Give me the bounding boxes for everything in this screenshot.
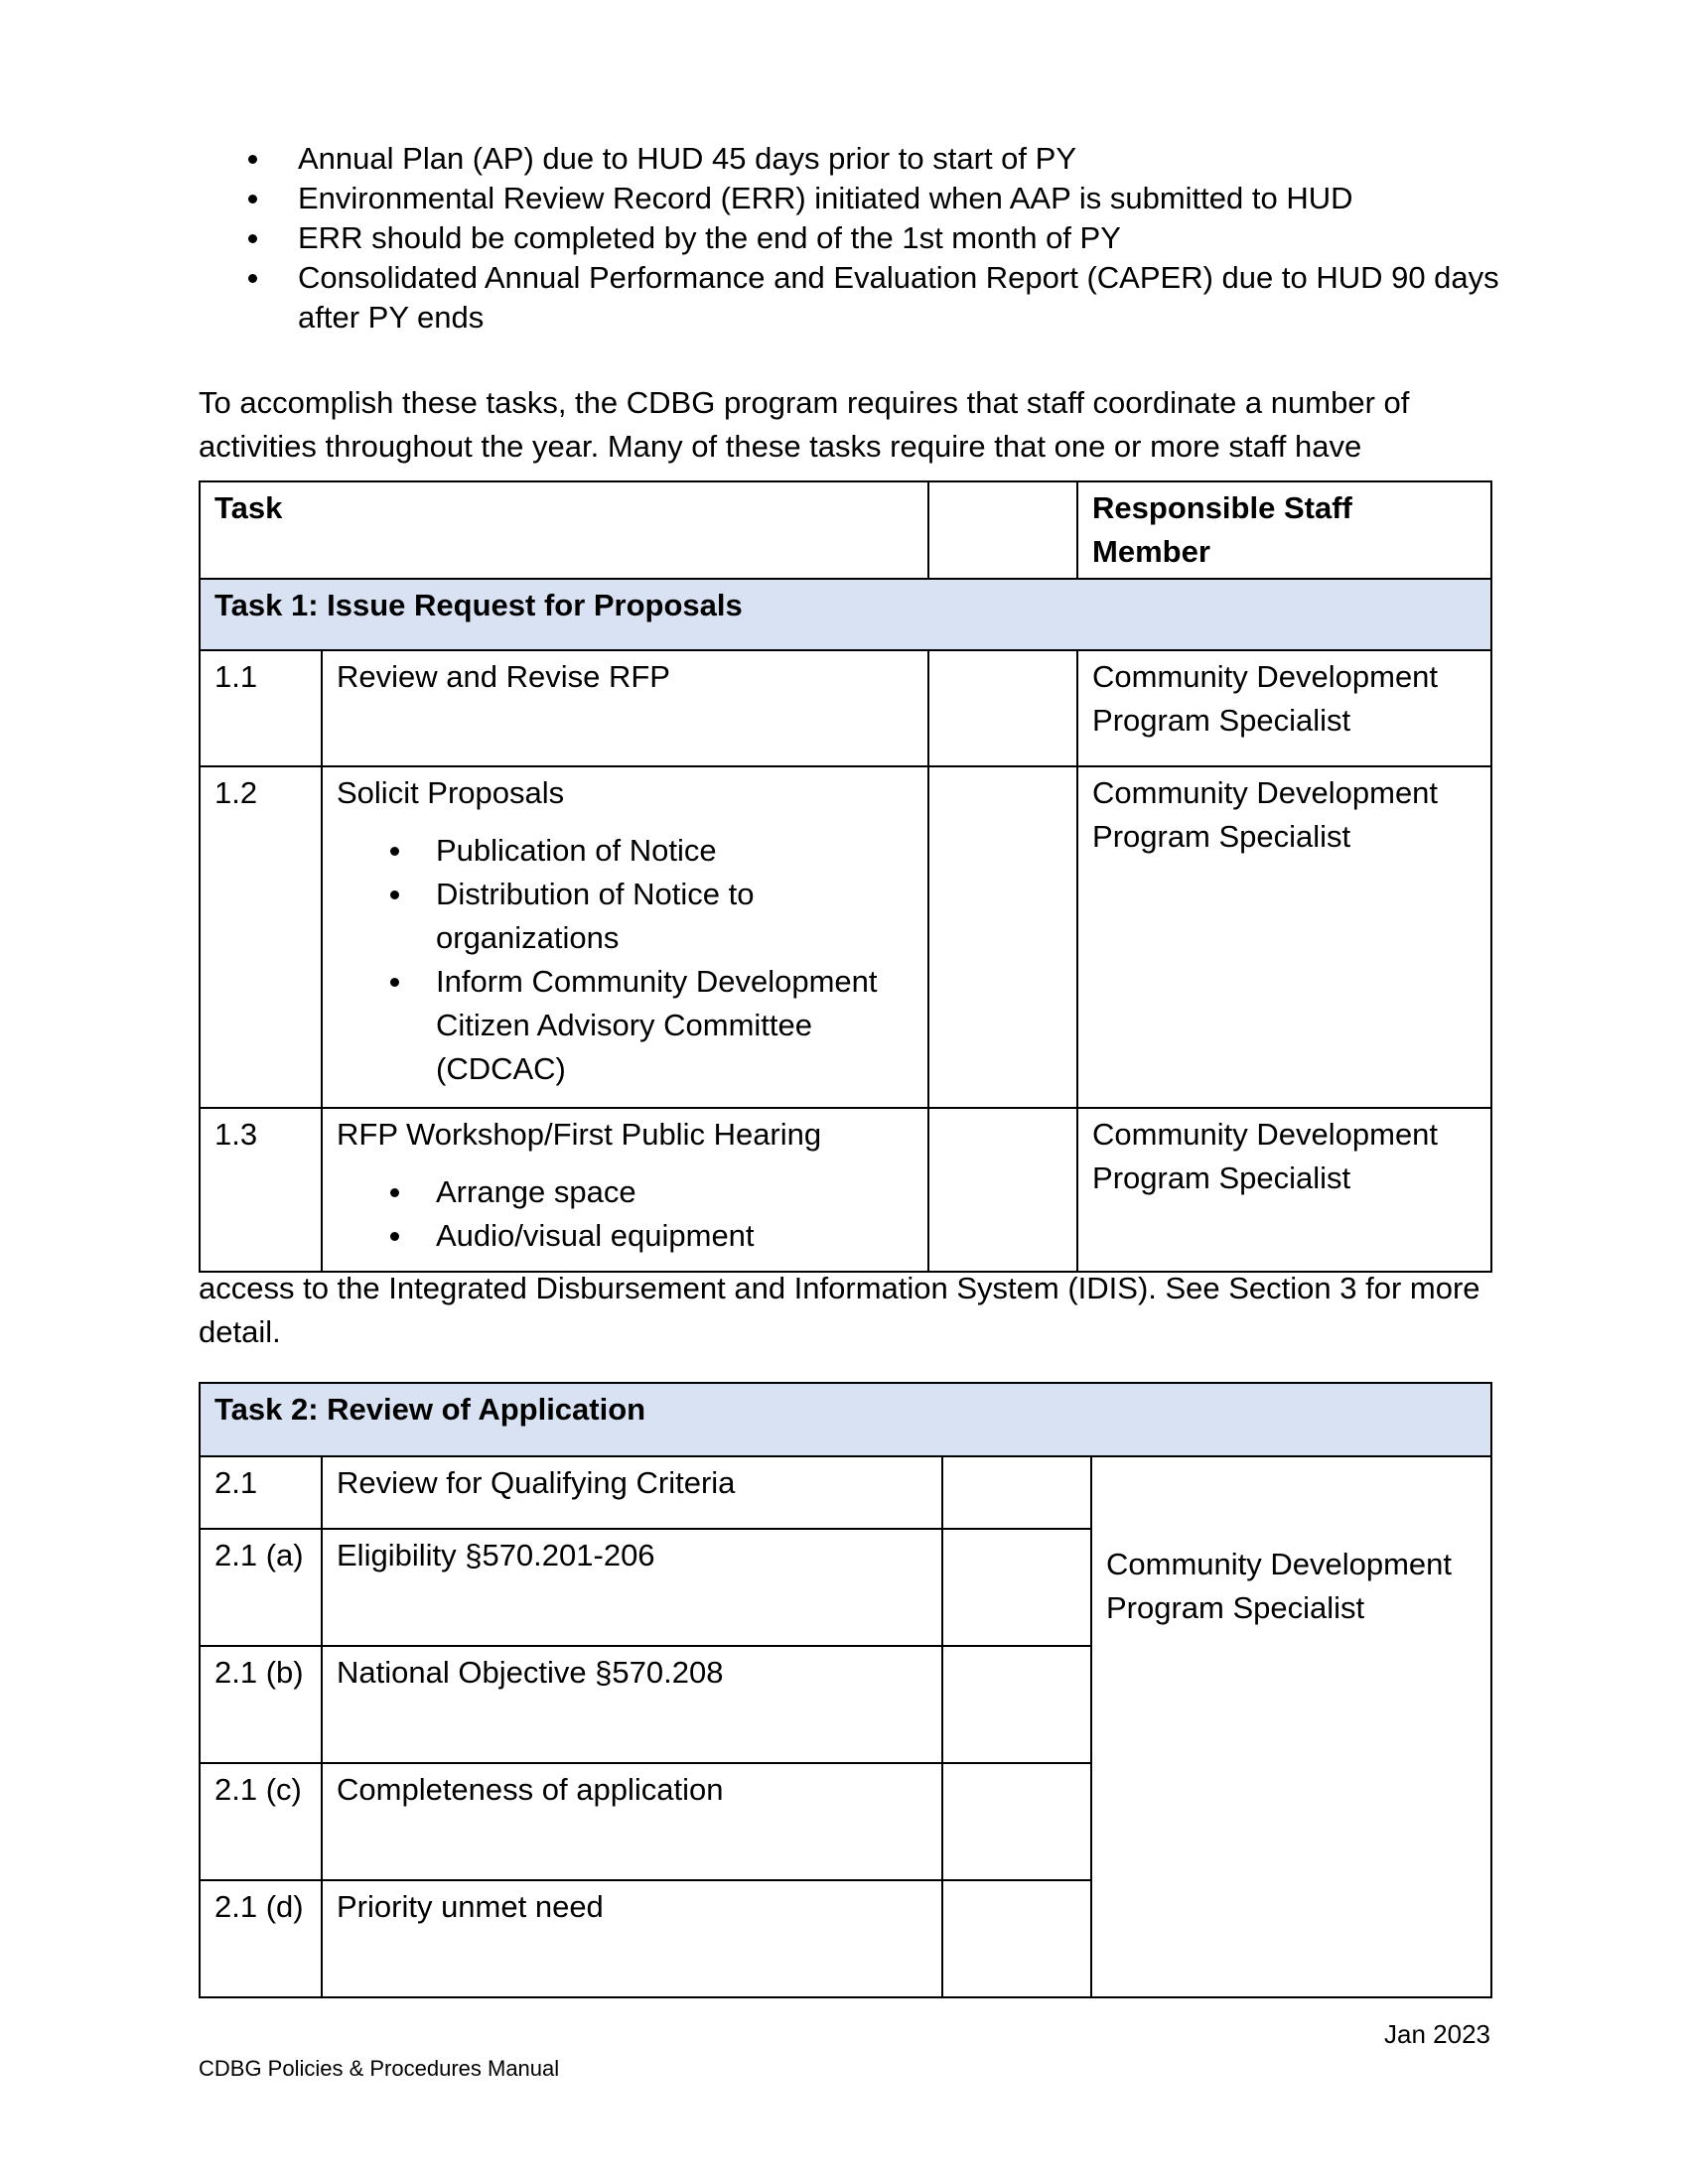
row-staff: Community Development Program Specialist	[1077, 650, 1491, 766]
header-blank-cell	[928, 481, 1077, 579]
section-title-task1: Task 1: Issue Request for Proposals	[200, 579, 1491, 650]
row-blank-cell	[942, 1880, 1091, 1997]
list-item: ERR should be completed by the end of the 1st month of PY	[199, 218, 1509, 258]
section-row	[200, 579, 1491, 650]
task2-table	[199, 1382, 1492, 1998]
row-blank-cell	[942, 1456, 1091, 1529]
row-blank-cell	[942, 1763, 1091, 1880]
row-number: 2.1 (a)	[200, 1529, 322, 1646]
row-task: Review and Revise RFP	[322, 650, 928, 766]
section-title-task2: Task 2: Review of Application	[200, 1383, 1491, 1456]
row-blank-cell	[928, 766, 1077, 1108]
list-item: Distribution of Notice to organizations	[337, 873, 914, 960]
task1-table	[199, 480, 1492, 1273]
row-task: Completeness of application	[322, 1763, 942, 1880]
row-number: 1.3	[200, 1108, 322, 1272]
subtask-list	[337, 1170, 914, 1258]
row-staff: Community Development Program Specialist	[1077, 766, 1491, 1108]
list-item: Annual Plan (AP) due to HUD 45 days prior to start of PY	[199, 139, 1509, 179]
row-blank-cell	[942, 1646, 1091, 1763]
table-row	[200, 766, 1491, 1108]
footer-date: Jan 2023	[1384, 2019, 1490, 2049]
table-row	[200, 650, 1491, 766]
section-row	[200, 1383, 1491, 1456]
row-blank-cell	[928, 1108, 1077, 1272]
row-task: Priority unmet need	[322, 1880, 942, 1997]
row-number: 2.1 (d)	[200, 1880, 322, 1997]
row-task: Solicit Proposals	[337, 775, 565, 810]
table-row	[200, 1108, 1491, 1272]
row-task: RFP Workshop/First Public Hearing	[337, 1117, 822, 1152]
row-blank-cell	[942, 1529, 1091, 1646]
row-task-cell	[322, 1108, 928, 1272]
row-number: 2.1	[200, 1456, 322, 1529]
subtask-list	[337, 829, 914, 1091]
row-task: Review for Qualifying Criteria	[322, 1456, 942, 1529]
row-task-cell	[322, 766, 928, 1108]
intro-bullet-list	[199, 139, 1509, 338]
row-number: 1.1	[200, 650, 322, 766]
list-item: Environmental Review Record (ERR) initiated when AAP is submitted to HUD	[199, 179, 1509, 218]
list-item: Publication of Notice	[337, 829, 914, 873]
list-item: Audio/visual equipment	[337, 1214, 914, 1258]
row-task: Eligibility §570.201-206	[322, 1529, 942, 1646]
footer-manual-title: CDBG Policies & Procedures Manual	[199, 2056, 560, 2081]
row-staff: Community Development Program Specialist	[1077, 1108, 1491, 1272]
row-task: National Objective §570.208	[322, 1646, 942, 1763]
row-staff: Community Development Program Specialist	[1091, 1456, 1491, 1997]
row-number: 2.1 (b)	[200, 1646, 322, 1763]
row-blank-cell	[928, 650, 1077, 766]
row-number: 1.2	[200, 766, 322, 1108]
list-item: Arrange space	[337, 1170, 914, 1214]
list-item: Consolidated Annual Performance and Evaluation Report (CAPER) due to HUD 90 days after PY ends	[199, 258, 1509, 338]
continuation-paragraph: access to the Integrated Disbursement and Information System (IDIS). See Section 3 for more detail.	[199, 1271, 1480, 1349]
list-item: Inform Community Development Citizen Advisory Committee (CDCAC)	[337, 960, 914, 1091]
table-header-row	[200, 481, 1491, 579]
intro-paragraph: To accomplish these tasks, the CDBG program requires that staff coordinate a number of activities throughout the year. Many of these tasks require that one or more staff have	[199, 385, 1410, 464]
header-staff: Responsible Staff Member	[1077, 481, 1491, 579]
row-number: 2.1 (c)	[200, 1763, 322, 1880]
table-row	[200, 1456, 1491, 1529]
header-task: Task	[200, 481, 928, 579]
